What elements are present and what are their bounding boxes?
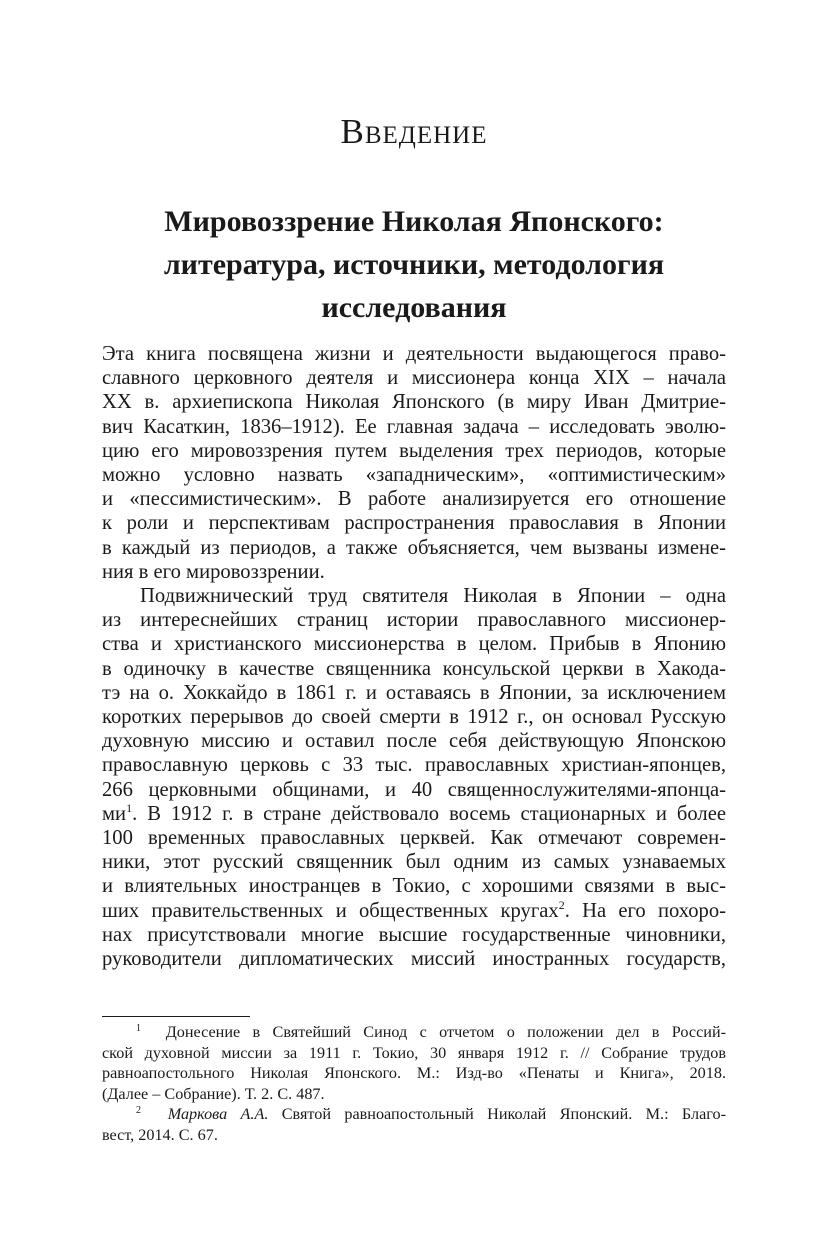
text-line: и «пессимистическим». В работе анализируется его отношение [102, 488, 726, 511]
text-line: в одиночку в качестве священника консульской церкви в Хакода- [102, 657, 726, 680]
footnote-line: ской духовной миссии за 1911 г. Токио, 30 января 1912 г. // Собрание трудов [102, 1043, 726, 1062]
text-fragment: ми [102, 802, 127, 825]
footnote-mark: 1 [136, 1023, 141, 1034]
text-line: славного церковного деятеля и миссионера конца XIX – начала [102, 367, 726, 390]
text-line: нах присутствовали многие высшие государственные чиновники, [102, 923, 726, 946]
footnotes [102, 1022, 726, 1146]
text-line: Подвижнический труд святителя Николая в Японии – одна [140, 585, 726, 608]
section-title-line: Мировоззрение Николая Японского: [164, 205, 664, 238]
section-title-line: исследования [321, 291, 507, 324]
text-line: цию его мировоззрения путем выделения трех периодов, которые [102, 439, 726, 462]
footnote-line: равноапостольного Николая Японского. М.: Изд-во «Пенаты и Книга», 2018. [102, 1064, 726, 1083]
body-text [102, 342, 726, 971]
chapter-title: Введение [340, 112, 488, 151]
section-title [102, 200, 726, 329]
text-line: Эта книга посвящена жизни и деятельности выдающегося право- [102, 343, 726, 365]
footnote-line [102, 1022, 726, 1043]
paragraph-2 [102, 584, 726, 971]
text-line: к роли и перспективам распространения православия в Японии [102, 512, 726, 535]
text-line: духовную миссию и оставил после себя действующую Японскою [102, 730, 726, 753]
text-fragment: ших правительственных и общественных кругах [102, 899, 559, 922]
footnote-1 [102, 1022, 726, 1104]
text-line: коротких перерывов до своей смерти в 1912 г., он основал Русскую [102, 706, 726, 729]
text-line: 266 церковными общинами, и 40 священнослужителями-японца- [102, 778, 726, 801]
text-fragment: . На его похоро- [564, 899, 727, 922]
text-fragment: . В 1912 г. в стране действовало восемь стационарных и более [132, 802, 726, 825]
text-line: ния в его мировоззрении. [102, 560, 325, 583]
text-line: в каждый из периодов, а также объясняется, чем вызваны измене- [102, 536, 726, 559]
footnote-divider [102, 1016, 250, 1017]
text-line: XX в. архиепископа Николая Японского (в миру Иван Дмитрие- [102, 391, 726, 414]
footnote-ref-2[interactable]: 2 [558, 897, 565, 912]
footnote-line: вест, 2014. С. 67. [102, 1125, 218, 1144]
paragraph-1 [102, 342, 726, 584]
footnote-ref-1[interactable]: 1 [126, 800, 133, 815]
footnote-2 [102, 1104, 726, 1145]
text-line: вич Касаткин, 1836–1912). Ее главная задача – исследовать эволю- [102, 415, 726, 438]
footnote-author: Маркова А.А. [167, 1105, 269, 1124]
text-line [102, 899, 726, 923]
text-line: тэ на о. Хоккайдо в 1861 г. и оставаясь в Японии, за исключением [102, 681, 726, 704]
section-title-line: литература, источники, методология [163, 248, 665, 281]
footnote-line: (Далее – Собрание). Т. 2. С. 487. [102, 1084, 325, 1103]
text-line: 100 временных православных церквей. Как отмечают современ- [102, 827, 726, 850]
text-fragment: Святой равноапостольный Николай Японский. М.: Благо- [268, 1105, 726, 1124]
text-line [102, 802, 726, 826]
book-page [102, 0, 726, 1241]
footnote-mark: 2 [136, 1105, 141, 1117]
text-line: руководители дипломатических миссий иностранных государств, [102, 948, 726, 971]
text-line: из интереснейших страниц истории православного миссионер- [102, 609, 726, 632]
text-fragment: Донесение в Святейший Синод с отчетом о положении дел в Россий- [165, 1023, 726, 1041]
text-line: православную церковь с 33 тыс. православных христиан-японцев, [102, 754, 726, 777]
text-line: ники, этот русский священник был одним из самых узнаваемых [102, 851, 726, 874]
text-line: ства и христианского миссионерства в целом. Прибыв в Японию [102, 633, 726, 656]
footnote-line [102, 1104, 726, 1125]
text-line: и влиятельных иностранцев в Токио, с хорошими связями в выс- [102, 875, 726, 898]
text-line: можно условно назвать «западническим», «оптимистическим» [102, 464, 726, 487]
